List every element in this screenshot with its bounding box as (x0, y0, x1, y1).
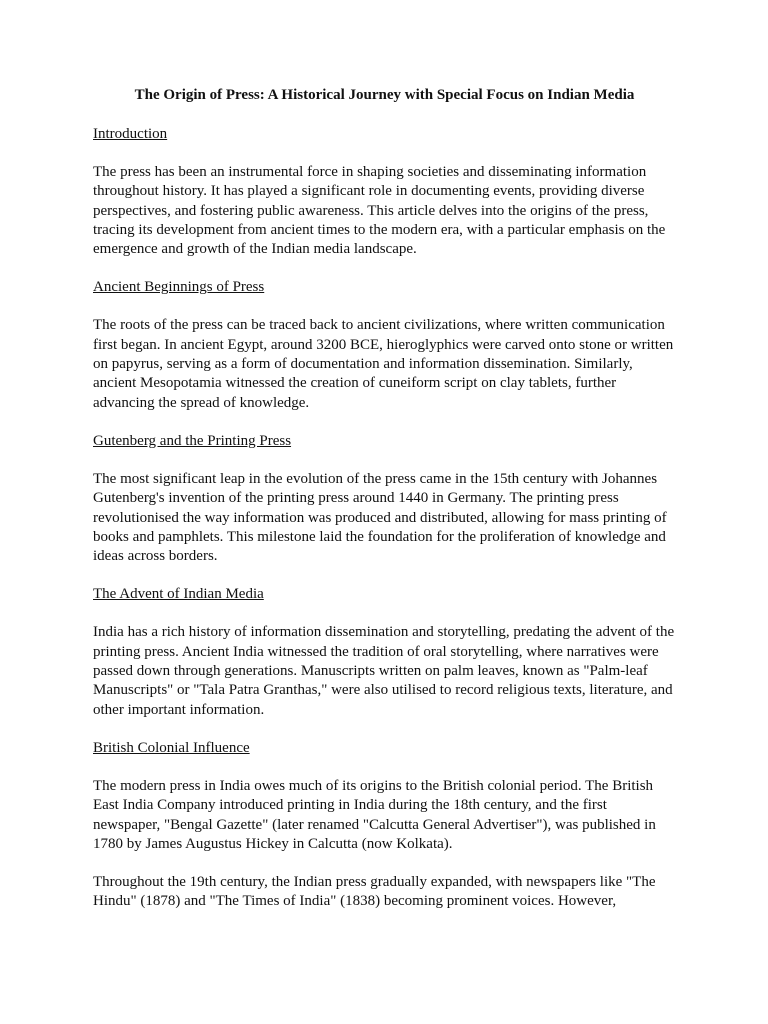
section-paragraph: The most significant leap in the evolution of the press came in the 15th century with Johannes Gutenberg's invention of the printing press around 1440 in Germany. The printing press revolutionised the way information was produced and distributed, allowing for mass printing of books and pamphlets. This milestone laid the foundation for the proliferation of knowledge and ideas across borders. (93, 470, 667, 565)
section-heading: British Colonial Influence (93, 739, 250, 756)
section-heading: Introduction (93, 126, 168, 142)
section-indian-media (93, 585, 676, 719)
section-heading: The Advent of Indian Media (93, 586, 264, 603)
section-paragraph: The roots of the press can be traced back to ancient civilizations, where written communication first began. In ancient Egypt, around 3200 BCE, hieroglyphics were carved onto stone or written on papyrus, serving as a form of documentation and information dissemination. Similarly, ancient Mesopotamia witnessed the creation of cuneiform script on clay tablets, further advancing the spread of knowledge. (93, 317, 674, 411)
section-heading: Gutenberg and the Printing Press (93, 432, 292, 449)
section-paragraph: The press has been an instrumental force in shaping societies and disseminating information throughout history. It has played a significant role in documenting events, providing diverse perspectives, and fostering public awareness. This article delves into the origins of the press, tracing its development from ancient times to the modern era, with a particular emphasis on the emergence and growth of the Indian media landscape. (93, 164, 666, 258)
section-introduction (93, 125, 676, 259)
document-title: The Origin of Press: A Historical Journey with Special Focus on Indian Media (134, 87, 635, 103)
section-heading: Ancient Beginnings of Press (93, 279, 265, 296)
section-paragraph: India has a rich history of information dissemination and storytelling, predating the advent of the printing press. Ancient India witnessed the tradition of oral storytelling, where narratives were passed down through generations. Manuscripts written on palm leaves, known as "Palm-leaf Manuscripts" or "Tala Patra Granthas," were also utilised to record religious texts, literature, and other important information. (93, 624, 675, 718)
section-gutenberg (93, 432, 676, 566)
section-paragraph: The modern press in India owes much of its origins to the British colonial period. The British East India Company introduced printing in India during the 18th century, and the first newspaper, "Bengal Gazette" (later renamed "Calcutta General Advertiser"), was published in 1780 by James Augustus Hickey in Calcutta (now Kolkata). (93, 777, 656, 852)
section-british-colonial (93, 739, 676, 912)
section-paragraph: Throughout the 19th century, the Indian press gradually expanded, with newspapers like "The Hindu" (1878) and "The Times of India" (1838) becoming prominent voices. However, (93, 874, 656, 910)
section-ancient-beginnings (93, 278, 676, 412)
